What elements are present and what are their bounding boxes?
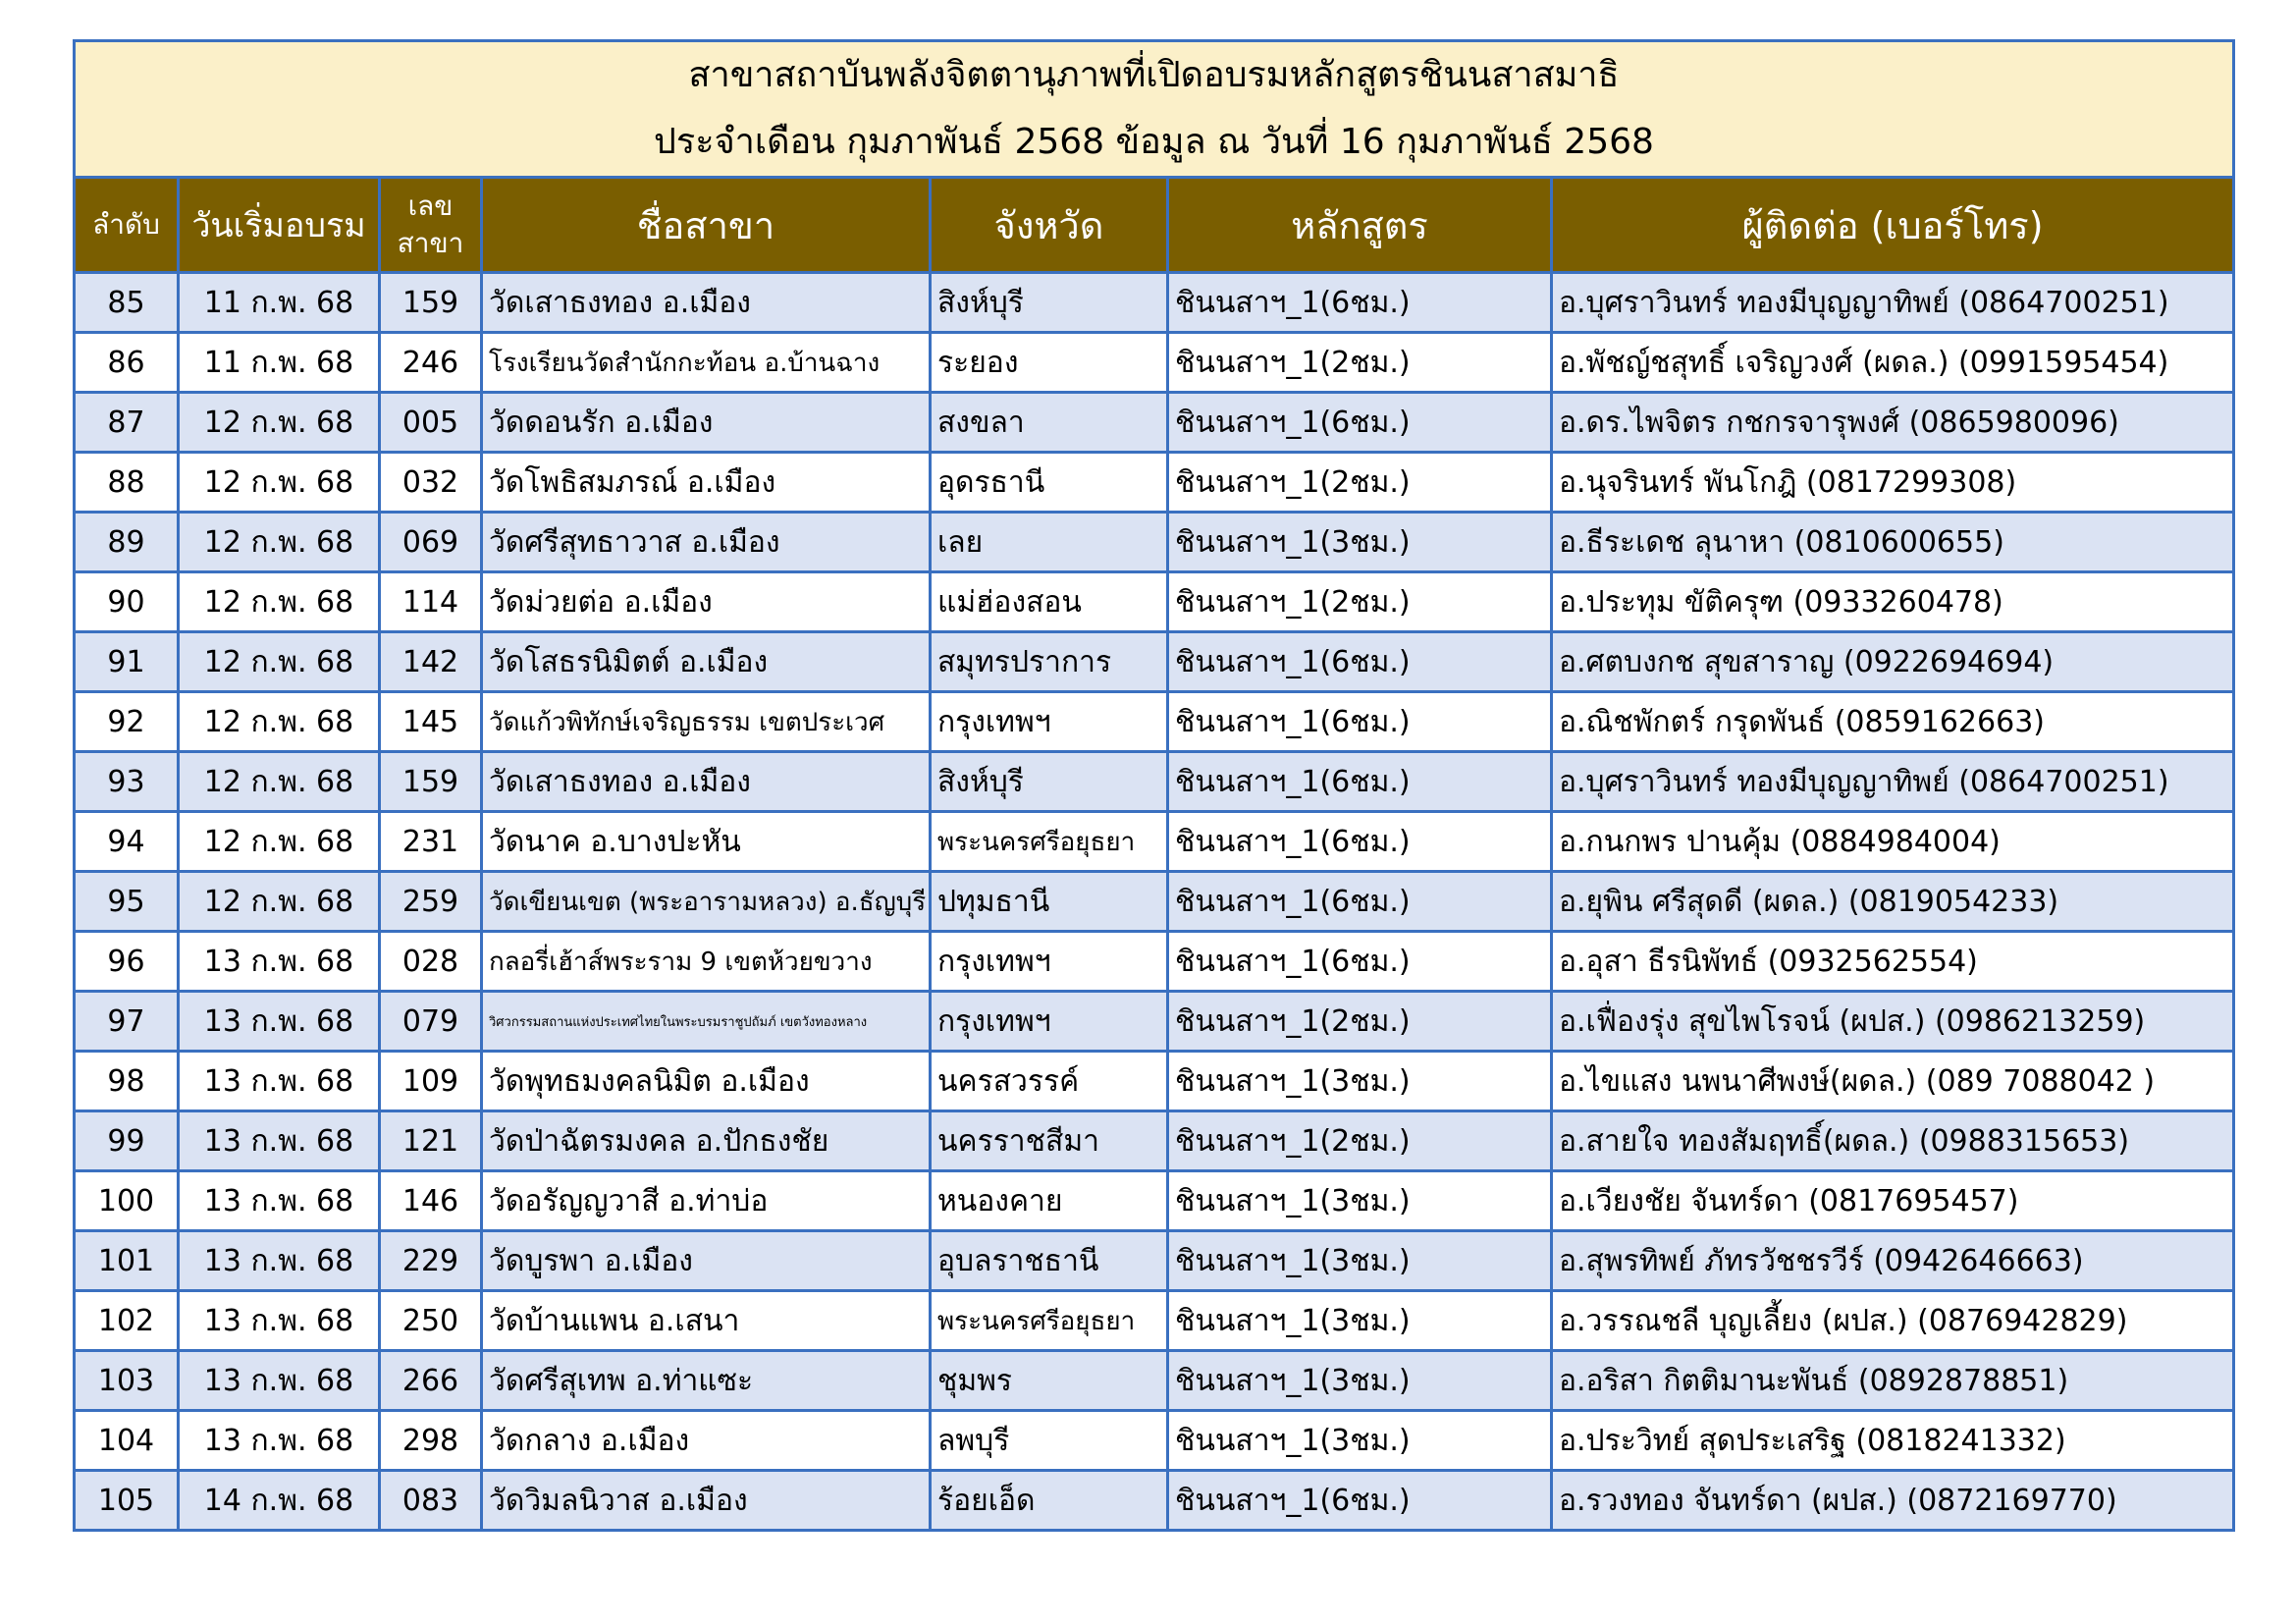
cell-no: 99	[75, 1111, 179, 1171]
table-row	[75, 1171, 2234, 1231]
cell-course: ชินนสาฯ_1(3ชม.)	[1168, 1171, 1552, 1231]
cell-province: พระนครศรีอยุธยา	[931, 812, 1168, 872]
cell-start-date: 12 ก.พ. 68	[179, 632, 380, 692]
cell-branch-no: 259	[380, 872, 482, 932]
cell-branch-name: วัดพุทธมงคลนิมิต อ.เมือง	[482, 1052, 931, 1111]
cell-branch-no: 028	[380, 932, 482, 992]
cell-branch-no: 032	[380, 453, 482, 513]
cell-no: 98	[75, 1052, 179, 1111]
cell-start-date: 12 ก.พ. 68	[179, 812, 380, 872]
table-row	[75, 1052, 2234, 1111]
cell-contact: อ.ยุพิน ศรีสุดดี (ผดล.) (0819054233)	[1552, 872, 2234, 932]
cell-province: เลย	[931, 513, 1168, 572]
cell-start-date: 12 ก.พ. 68	[179, 393, 380, 453]
cell-no: 92	[75, 692, 179, 752]
cell-course: ชินนสาฯ_1(2ชม.)	[1168, 333, 1552, 393]
cell-branch-name: วัดดอนรัก อ.เมือง	[482, 393, 931, 453]
cell-province: กรุงเทพฯ	[931, 692, 1168, 752]
table-row	[75, 513, 2234, 572]
cell-contact: อ.เฟื่องรุ่ง สุขไพโรจน์ (ผปส.) (0986213259)	[1552, 992, 2234, 1052]
cell-branch-name: วัดวิมลนิวาส อ.เมือง	[482, 1471, 931, 1531]
table-row	[75, 692, 2234, 752]
cell-branch-no: 298	[380, 1411, 482, 1471]
col-header-course: หลักสูตร	[1168, 178, 1552, 273]
cell-province: ชุมพร	[931, 1351, 1168, 1411]
cell-start-date: 11 ก.พ. 68	[179, 333, 380, 393]
cell-branch-no: 121	[380, 1111, 482, 1171]
cell-no: 102	[75, 1291, 179, 1351]
cell-branch-no: 159	[380, 273, 482, 333]
cell-branch-no: 246	[380, 333, 482, 393]
cell-course: ชินนสาฯ_1(6ชม.)	[1168, 752, 1552, 812]
cell-province: กรุงเทพฯ	[931, 992, 1168, 1052]
cell-branch-name: วัดอรัญญวาสี อ.ท่าบ่อ	[482, 1171, 931, 1231]
col-header-branch-no	[380, 178, 482, 273]
cell-province: นครราชสีมา	[931, 1111, 1168, 1171]
cell-branch-no: 114	[380, 572, 482, 632]
cell-branch-name: วัดบูรพา อ.เมือง	[482, 1231, 931, 1291]
cell-contact: อ.สายใจ ทองสัมฤทธิ์(ผดล.) (0988315653)	[1552, 1111, 2234, 1171]
cell-course: ชินนสาฯ_1(3ชม.)	[1168, 1411, 1552, 1471]
table-row	[75, 1231, 2234, 1291]
cell-no: 94	[75, 812, 179, 872]
cell-province: อุดรธานี	[931, 453, 1168, 513]
cell-no: 91	[75, 632, 179, 692]
cell-branch-name: วัดนาค อ.บางปะหัน	[482, 812, 931, 872]
cell-branch-name: วัดม่วยต่อ อ.เมือง	[482, 572, 931, 632]
cell-branch-no: 142	[380, 632, 482, 692]
cell-course: ชินนสาฯ_1(2ชม.)	[1168, 453, 1552, 513]
table-row	[75, 273, 2234, 333]
cell-branch-no: 005	[380, 393, 482, 453]
cell-course: ชินนสาฯ_1(2ชม.)	[1168, 572, 1552, 632]
cell-no: 103	[75, 1351, 179, 1411]
cell-branch-name: วัดโพธิสมภรณ์ อ.เมือง	[482, 453, 931, 513]
cell-no: 86	[75, 333, 179, 393]
cell-contact: อ.อุสา ธีรนิพัทธ์ (0932562554)	[1552, 932, 2234, 992]
cell-start-date: 12 ก.พ. 68	[179, 692, 380, 752]
cell-branch-name: วัดเขียนเขต (พระอารามหลวง) อ.ธัญบุรี	[482, 872, 931, 932]
cell-start-date: 13 ก.พ. 68	[179, 992, 380, 1052]
cell-province: ลพบุรี	[931, 1411, 1168, 1471]
cell-branch-name: วัดศรีสุเทพ อ.ท่าแซะ	[482, 1351, 931, 1411]
cell-course: ชินนสาฯ_1(6ชม.)	[1168, 932, 1552, 992]
cell-start-date: 11 ก.พ. 68	[179, 273, 380, 333]
cell-contact: อ.ศตบงกช สุขสาราญ (0922694694)	[1552, 632, 2234, 692]
cell-contact: อ.ไขแสง นพนาศีพงษ์(ผดล.) (089 7088042 )	[1552, 1052, 2234, 1111]
cell-contact: อ.วรรณชลี บุญเลี้ยง (ผปส.) (0876942829)	[1552, 1291, 2234, 1351]
table-row	[75, 333, 2234, 393]
title-line-1: สาขาสถาบันพลังจิตตานุภาพที่เปิดอบรมหลักสูตรชินนสาสมาธิ	[688, 55, 1620, 95]
cell-contact: อ.เวียงชัย จันทร์ดา (0817695457)	[1552, 1171, 2234, 1231]
cell-start-date: 13 ก.พ. 68	[179, 1111, 380, 1171]
table-row	[75, 752, 2234, 812]
table-row	[75, 1411, 2234, 1471]
cell-branch-name: วัดแก้วพิทักษ์เจริญธรรม เขตประเวศ	[482, 692, 931, 752]
cell-branch-no: 250	[380, 1291, 482, 1351]
cell-contact: อ.ธีระเดช ลุนาหา (0810600655)	[1552, 513, 2234, 572]
cell-contact: อ.ณิชพักตร์ กรุดพันธ์ (0859162663)	[1552, 692, 2234, 752]
sheet-title	[75, 41, 2234, 178]
cell-start-date: 13 ก.พ. 68	[179, 1171, 380, 1231]
cell-contact: อ.บุศราวินทร์ ทองมีบุญญาทิพย์ (0864700251)	[1552, 752, 2234, 812]
cell-province: หนองคาย	[931, 1171, 1168, 1231]
table-row	[75, 453, 2234, 513]
cell-start-date: 12 ก.พ. 68	[179, 453, 380, 513]
title-row	[75, 41, 2234, 178]
column-header-row	[75, 178, 2234, 273]
cell-start-date: 12 ก.พ. 68	[179, 572, 380, 632]
cell-course: ชินนสาฯ_1(3ชม.)	[1168, 513, 1552, 572]
cell-contact: อ.อริสา กิตติมานะพันธ์ (0892878851)	[1552, 1351, 2234, 1411]
cell-course: ชินนสาฯ_1(2ชม.)	[1168, 1111, 1552, 1171]
cell-start-date: 13 ก.พ. 68	[179, 1291, 380, 1351]
cell-branch-name: วัดป่าฉัตรมงคล อ.ปักธงชัย	[482, 1111, 931, 1171]
title-line-2: ประจำเดือน กุมภาพันธ์ 2568 ข้อมูล ณ วันที่ 16 กุมภาพันธ์ 2568	[654, 122, 1654, 162]
cell-province: สงขลา	[931, 393, 1168, 453]
cell-province: กรุงเทพฯ	[931, 932, 1168, 992]
cell-branch-name: กลอรี่เฮ้าส์พระราม 9 เขตห้วยขวาง	[482, 932, 931, 992]
table-row	[75, 812, 2234, 872]
table-row	[75, 872, 2234, 932]
cell-start-date: 13 ก.พ. 68	[179, 1411, 380, 1471]
table-row	[75, 572, 2234, 632]
col-header-branch-no-line2: สาขา	[397, 227, 464, 259]
cell-branch-name: วัดบ้านแพน อ.เสนา	[482, 1291, 931, 1351]
table-body	[75, 273, 2234, 1531]
cell-no: 89	[75, 513, 179, 572]
cell-branch-no: 266	[380, 1351, 482, 1411]
cell-start-date: 13 ก.พ. 68	[179, 1351, 380, 1411]
cell-branch-no: 083	[380, 1471, 482, 1531]
table-row	[75, 1351, 2234, 1411]
cell-branch-no: 146	[380, 1171, 482, 1231]
cell-no: 93	[75, 752, 179, 812]
branch-schedule-table	[73, 39, 2235, 1532]
cell-course: ชินนสาฯ_1(3ชม.)	[1168, 1052, 1552, 1111]
col-header-branch-no-line1: เลข	[407, 189, 454, 222]
cell-province: ร้อยเอ็ด	[931, 1471, 1168, 1531]
cell-contact: อ.นุจรินทร์ พันโกฎิ (0817299308)	[1552, 453, 2234, 513]
cell-branch-name: วิศวกรรมสถานแห่งประเทศไทยในพระบรมราชูปถัมภ์ เขตวังทองหลาง	[482, 992, 931, 1052]
cell-contact: อ.สุพรทิพย์ ภัทรวัชชรวีร์ (0942646663)	[1552, 1231, 2234, 1291]
cell-start-date: 12 ก.พ. 68	[179, 872, 380, 932]
cell-branch-name: โรงเรียนวัดสำนักกะท้อน อ.บ้านฉาง	[482, 333, 931, 393]
cell-no: 104	[75, 1411, 179, 1471]
cell-course: ชินนสาฯ_1(6ชม.)	[1168, 273, 1552, 333]
cell-course: ชินนสาฯ_1(6ชม.)	[1168, 393, 1552, 453]
table-row	[75, 992, 2234, 1052]
cell-province: ระยอง	[931, 333, 1168, 393]
cell-course: ชินนสาฯ_1(6ชม.)	[1168, 692, 1552, 752]
cell-contact: อ.ประทุม ขัติครุฑ (0933260478)	[1552, 572, 2234, 632]
cell-contact: อ.กนกพร ปานคุ้ม (0884984004)	[1552, 812, 2234, 872]
table-row	[75, 1111, 2234, 1171]
cell-province: ปทุมธานี	[931, 872, 1168, 932]
col-header-contact: ผู้ติดต่อ (เบอร์โทร)	[1552, 178, 2234, 273]
cell-branch-no: 159	[380, 752, 482, 812]
col-header-start-date: วันเริ่มอบรม	[179, 178, 380, 273]
cell-course: ชินนสาฯ_1(3ชม.)	[1168, 1291, 1552, 1351]
cell-course: ชินนสาฯ_1(3ชม.)	[1168, 1351, 1552, 1411]
cell-no: 105	[75, 1471, 179, 1531]
col-header-province: จังหวัด	[931, 178, 1168, 273]
cell-branch-name: วัดเสาธงทอง อ.เมือง	[482, 752, 931, 812]
cell-branch-name: วัดศรีสุทธาวาส อ.เมือง	[482, 513, 931, 572]
cell-province: นครสวรรค์	[931, 1052, 1168, 1111]
cell-province: พระนครศรีอยุธยา	[931, 1291, 1168, 1351]
cell-no: 90	[75, 572, 179, 632]
cell-branch-name: วัดเสาธงทอง อ.เมือง	[482, 273, 931, 333]
cell-start-date: 12 ก.พ. 68	[179, 513, 380, 572]
cell-province: อุบลราชธานี	[931, 1231, 1168, 1291]
col-header-no: ลำดับ	[75, 178, 179, 273]
table-row	[75, 932, 2234, 992]
cell-no: 101	[75, 1231, 179, 1291]
cell-province: แม่ฮ่องสอน	[931, 572, 1168, 632]
cell-no: 95	[75, 872, 179, 932]
cell-contact: อ.ดร.ไพจิตร กชกรจารุพงศ์ (0865980096)	[1552, 393, 2234, 453]
cell-branch-name: วัดโสธรนิมิตต์ อ.เมือง	[482, 632, 931, 692]
table-row	[75, 393, 2234, 453]
cell-start-date: 13 ก.พ. 68	[179, 1231, 380, 1291]
cell-branch-no: 145	[380, 692, 482, 752]
cell-no: 96	[75, 932, 179, 992]
table-row	[75, 1291, 2234, 1351]
cell-no: 85	[75, 273, 179, 333]
cell-start-date: 14 ก.พ. 68	[179, 1471, 380, 1531]
cell-branch-name: วัดกลาง อ.เมือง	[482, 1411, 931, 1471]
table-row	[75, 632, 2234, 692]
col-header-branch-name: ชื่อสาขา	[482, 178, 931, 273]
cell-no: 87	[75, 393, 179, 453]
cell-no: 88	[75, 453, 179, 513]
cell-province: สิงห์บุรี	[931, 752, 1168, 812]
cell-start-date: 12 ก.พ. 68	[179, 752, 380, 812]
cell-course: ชินนสาฯ_1(6ชม.)	[1168, 632, 1552, 692]
cell-branch-no: 079	[380, 992, 482, 1052]
cell-province: สิงห์บุรี	[931, 273, 1168, 333]
cell-start-date: 13 ก.พ. 68	[179, 1052, 380, 1111]
cell-start-date: 13 ก.พ. 68	[179, 932, 380, 992]
cell-contact: อ.บุศราวินทร์ ทองมีบุญญาทิพย์ (0864700251)	[1552, 273, 2234, 333]
cell-course: ชินนสาฯ_1(6ชม.)	[1168, 1471, 1552, 1531]
cell-course: ชินนสาฯ_1(2ชม.)	[1168, 992, 1552, 1052]
cell-course: ชินนสาฯ_1(3ชม.)	[1168, 1231, 1552, 1291]
cell-province: สมุทรปราการ	[931, 632, 1168, 692]
cell-no: 100	[75, 1171, 179, 1231]
cell-course: ชินนสาฯ_1(6ชม.)	[1168, 872, 1552, 932]
cell-contact: อ.รวงทอง จันทร์ดา (ผปส.) (0872169770)	[1552, 1471, 2234, 1531]
cell-branch-no: 229	[380, 1231, 482, 1291]
cell-no: 97	[75, 992, 179, 1052]
cell-contact: อ.พัชญ์ชสุทธิ์ เจริญวงศ์ (ผดล.) (0991595454)	[1552, 333, 2234, 393]
cell-contact: อ.ประวิทย์ สุดประเสริฐ (0818241332)	[1552, 1411, 2234, 1471]
cell-course: ชินนสาฯ_1(6ชม.)	[1168, 812, 1552, 872]
table-row	[75, 1471, 2234, 1531]
cell-branch-no: 231	[380, 812, 482, 872]
cell-branch-no: 069	[380, 513, 482, 572]
cell-branch-no: 109	[380, 1052, 482, 1111]
